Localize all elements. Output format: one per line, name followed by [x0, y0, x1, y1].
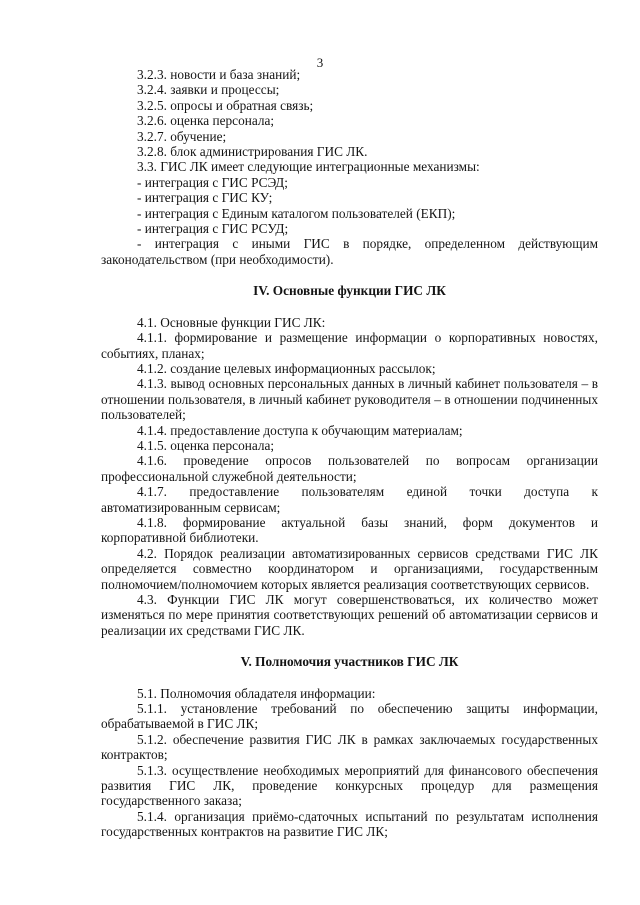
paragraph: 4.1. Основные функции ГИС ЛК: [137, 314, 326, 330]
list-item: 3.3. ГИС ЛК имеет следующие интеграционные механизмы: [137, 159, 480, 175]
paragraph: 4.1.8. формирование актуальной базы знаний, форм документов и корпоративной библиотеки. [101, 514, 598, 546]
list-item: - интеграция с иными ГИС в порядке, определенном действующим законодательством (при необходимости). [101, 236, 598, 267]
page-number: 3 [316, 55, 324, 70]
section-heading: V. Полномочия участников ГИС ЛК [240, 654, 459, 670]
paragraph: 5.1.1. установление требований по обеспечению защиты информации, обрабатываемой в ГИС ЛК; [101, 701, 598, 732]
list-item: - интеграция с ГИС КУ; [137, 190, 273, 206]
list-item: - интеграция с ГИС РСУД; [137, 221, 289, 237]
paragraph: 5.1.2. обеспечение развития ГИС ЛК в рамках заключаемых государственных контрактов; [101, 731, 598, 763]
paragraph: 4.1.3. вывод основных персональных данных в личный кабинет пользователя – в отношении пользователя, в личный кабинет руководителя – в отношении подчиненных пользователей; [101, 376, 598, 423]
paragraph: 4.1.4. предоставление доступа к обучающим материалам; [137, 422, 463, 438]
paragraph: 4.1.6. проведение опросов пользователей по вопросам организации профессиональной служебной деятельности; [101, 453, 598, 484]
list-item: 3.2.4. заявки и процессы; [137, 82, 280, 98]
document-body [101, 67, 598, 840]
paragraph: 4.1.2. создание целевых информационных рассылок; [137, 360, 436, 376]
list-item: 3.2.5. опросы и обратная связь; [137, 97, 314, 113]
section-heading: IV. Основные функции ГИС ЛК [253, 283, 446, 299]
list-item: - интеграция с Единым каталогом пользователей (ЕКП); [137, 205, 456, 221]
list-item: 3.2.8. блок администрирования ГИС ЛК. [137, 144, 368, 160]
paragraph: 4.3. Функции ГИС ЛК могут совершенствоваться, их количество может изменяться по мере принятия соответствующих решений об автоматизации сервисов и реализации их средствами ГИС ЛК. [101, 592, 598, 638]
paragraph: 4.2. Порядок реализации автоматизированных сервисов средствами ГИС ЛК определяется совместно координатором и организациями, государственным полномочием/полномочием которых является реализация соответствующих сервисов. [101, 545, 598, 592]
paragraph: 5.1.3. осуществление необходимых мероприятий для финансового обеспечения развития ГИС ЛК, проведение конкурсных процедур для размещения государственного заказа; [101, 762, 598, 809]
list-item: 3.2.7. обучение; [137, 128, 227, 144]
paragraph: 4.1.7. предоставление пользователям единой точки доступа к автоматизированным сервисам; [101, 484, 598, 515]
paragraph: 4.1.1. формирование и размещение информации о корпоративных новостях, событиях, планах; [101, 330, 598, 361]
list-item: - интеграция с ГИС РСЭД; [137, 174, 288, 190]
paragraph: 5.1. Полномочия обладателя информации: [137, 685, 376, 701]
paragraph: 4.1.5. оценка персонала; [137, 437, 275, 453]
paragraph: 5.1.4. организация приёмо-сдаточных испытаний по результатам исполнения государственных контрактов на развитие ГИС ЛК; [101, 808, 598, 840]
list-item: 3.2.6. оценка персонала; [137, 113, 275, 129]
list-item: 3.2.3. новости и база знаний; [137, 67, 301, 82]
